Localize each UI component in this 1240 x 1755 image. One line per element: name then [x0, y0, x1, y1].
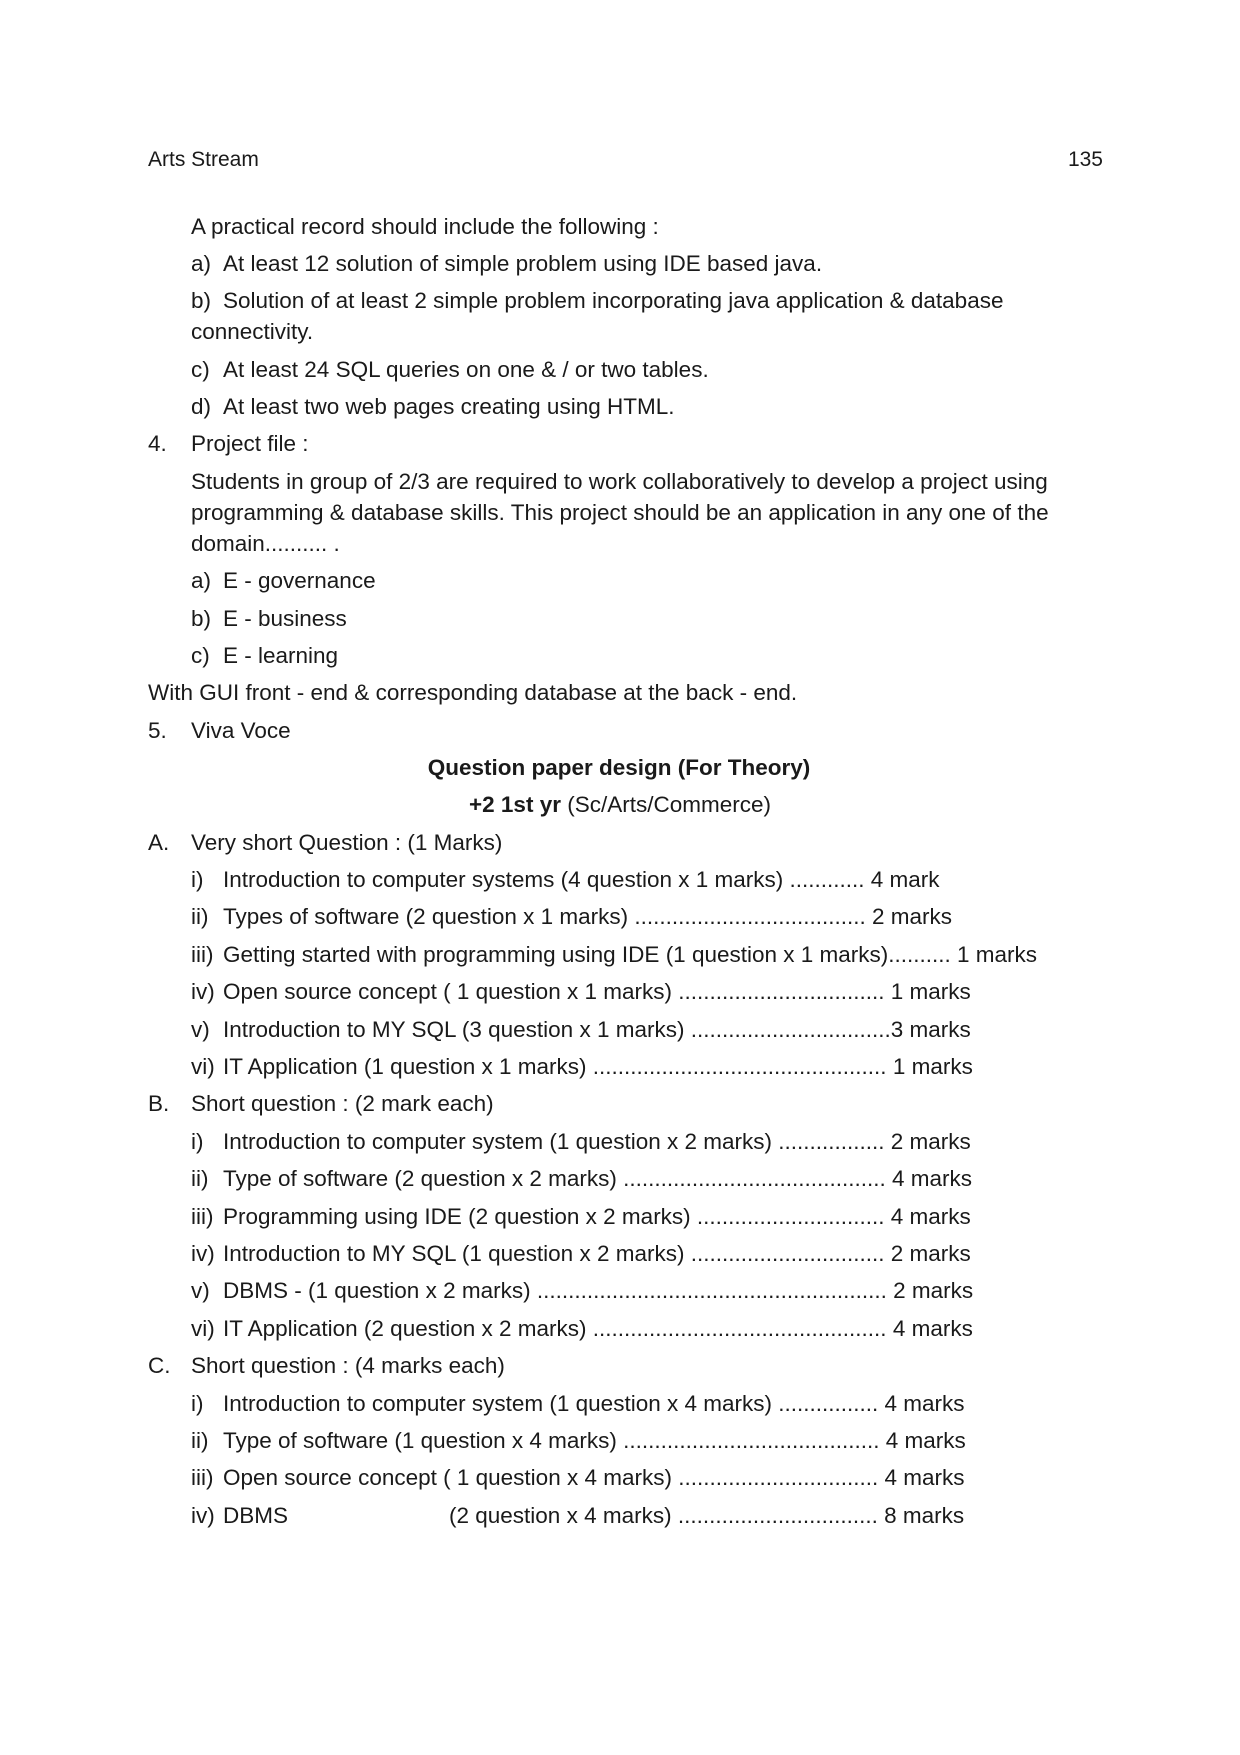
- marks-line: Introduction to MY SQL (1 question x 2 marks) ............................... 2 marks: [223, 1241, 971, 1266]
- list-item-text: At least two web pages creating using HTML.: [223, 394, 675, 419]
- list-item-text: Solution of at least 2 simple problem incorporating java application & database: [223, 288, 1004, 313]
- item-label: b): [191, 288, 212, 313]
- section-label: B.: [148, 1091, 170, 1116]
- design-subtitle-rest: (Sc/Arts/Commerce): [560, 792, 771, 817]
- list-item: [191, 250, 211, 278]
- section-number: 4.: [148, 431, 167, 456]
- item-label: i): [191, 867, 204, 892]
- item-label: b): [191, 606, 212, 631]
- section-title: Viva Voce: [191, 718, 291, 743]
- item-label: iii): [191, 1204, 214, 1229]
- list-item-text: At least 12 solution of simple problem using IDE based java.: [223, 251, 823, 276]
- item-label: v): [191, 1017, 210, 1042]
- list-item-text: At least 24 SQL queries on one & / or two tables.: [223, 357, 709, 382]
- item-label: vi): [191, 1316, 215, 1341]
- record-intro: A practical record should include the following :: [191, 214, 659, 239]
- list-item-text: E - business: [223, 606, 347, 631]
- section-number: 5.: [148, 718, 167, 743]
- marks-line: Open source concept ( 1 question x 1 marks) ................................. 1 marks: [223, 979, 971, 1004]
- item-label: c): [191, 357, 210, 382]
- marks-line: Introduction to computer system (1 question x 4 marks) ................ 4 marks: [223, 1391, 965, 1416]
- design-subtitle: [0, 791, 1240, 819]
- list-item-text: E - governance: [223, 568, 376, 593]
- item-label: a): [191, 568, 212, 593]
- marks-line: Getting started with programming using IDE (1 question x 1 marks).......... 1 marks: [223, 942, 1038, 967]
- item-label: d): [191, 394, 212, 419]
- marks-line: (2 question x 4 marks) ................................ 8 marks: [449, 1503, 965, 1528]
- section-title: Short question : (2 mark each): [191, 1091, 494, 1116]
- item-label: v): [191, 1278, 210, 1303]
- item-label: i): [191, 1129, 204, 1154]
- item-label: vi): [191, 1054, 215, 1079]
- item-label: ii): [191, 1428, 209, 1453]
- paragraph-line: Students in group of 2/3 are required to work collaboratively to develop a project using: [191, 469, 1048, 494]
- item-label: ii): [191, 1166, 209, 1191]
- marks-line: Open source concept ( 1 question x 4 marks) ................................ 4 marks: [223, 1465, 965, 1490]
- list-item-continuation: connectivity.: [191, 319, 314, 344]
- item-label: a): [191, 251, 212, 276]
- paragraph-line: domain.......... .: [191, 531, 340, 556]
- item-label: c): [191, 643, 210, 668]
- item-label: i): [191, 1391, 204, 1416]
- design-subtitle-bold: +2 1st yr: [469, 792, 561, 817]
- marks-line: IT Application (2 question x 2 marks) ............................................... 4 marks: [223, 1316, 973, 1341]
- marks-line-label: DBMS: [223, 1503, 289, 1528]
- item-label: iv): [191, 1503, 215, 1528]
- item-label: iii): [191, 942, 214, 967]
- section-label: C.: [148, 1353, 171, 1378]
- section-label: A.: [148, 830, 170, 855]
- design-title: Question paper design (For Theory): [427, 755, 811, 780]
- section-title: Project file :: [191, 431, 309, 456]
- marks-line: Introduction to MY SQL (3 question x 1 marks) ................................3 marks: [223, 1017, 971, 1042]
- paragraph-line: programming & database skills. This project should be an application in any one of the: [191, 500, 1049, 525]
- running-header-title: Arts Stream: [148, 148, 259, 171]
- list-item-text: E - learning: [223, 643, 339, 668]
- item-label: iv): [191, 979, 215, 1004]
- section-title: Very short Question : (1 Marks): [191, 830, 503, 855]
- project-note: With GUI front - end & corresponding database at the back - end.: [148, 680, 798, 705]
- item-label: ii): [191, 904, 209, 929]
- item-label: iv): [191, 1241, 215, 1266]
- item-label: iii): [191, 1465, 214, 1490]
- section-title: Short question : (4 marks each): [191, 1353, 505, 1378]
- marks-line: Programming using IDE (2 question x 2 marks) .............................. 4 marks: [223, 1204, 971, 1229]
- marks-line: Types of software (2 question x 1 marks) ..................................... 2 marks: [223, 904, 952, 929]
- marks-line: Introduction to computer systems (4 question x 1 marks) ............ 4 mark: [223, 867, 940, 892]
- marks-line: Introduction to computer system (1 question x 2 marks) ................. 2 marks: [223, 1129, 971, 1154]
- marks-line: IT Application (1 question x 1 marks) ............................................... 1 marks: [223, 1054, 973, 1079]
- marks-line: DBMS - (1 question x 2 marks) ........................................................ 2 marks: [223, 1278, 974, 1303]
- marks-line: Type of software (2 question x 2 marks) .......................................... 4 marks: [223, 1166, 972, 1191]
- marks-line: Type of software (1 question x 4 marks) ......................................... 4 marks: [223, 1428, 966, 1453]
- page-number: 135: [1067, 148, 1103, 171]
